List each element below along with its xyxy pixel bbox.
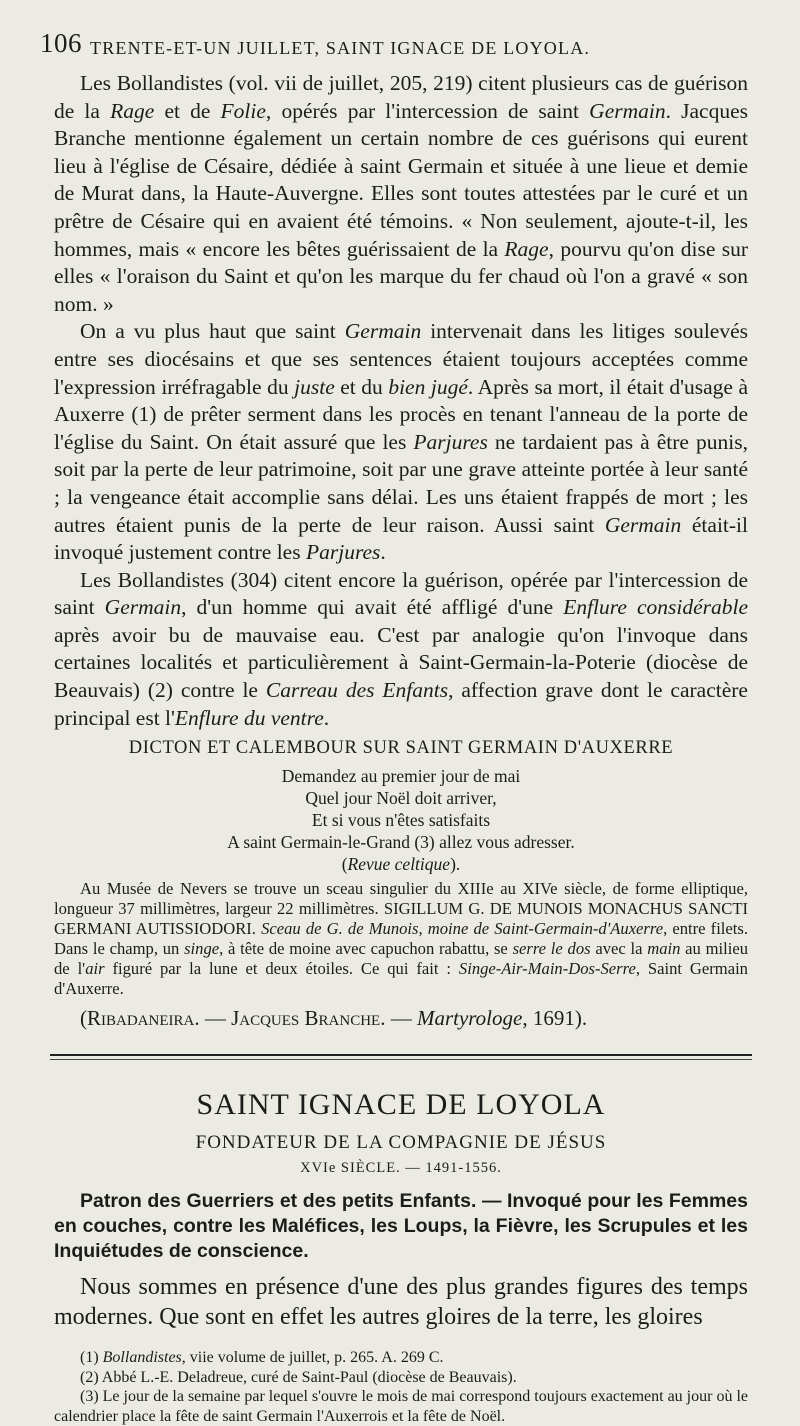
section-divider bbox=[54, 1054, 748, 1060]
footnote-1: (1) Bollandistes, viie volume de juillet, p. 265. A. 269 C. bbox=[80, 1349, 444, 1367]
paragraph-parjures: On a vu plus haut que saint Germain intervenait dans les litiges soulevés entre ses diocésains et que ses sentences étaient toujours acceptées comme l'expression irréfragable du juste et du bien jugé. Après sa mort, il était d'usage à Auxerre (1) de prêter serment dans les procès en tenant l'anneau de la porte de l'église du Saint. On était assuré que les Parjures ne tardaient pas à être punis, soit par la perte de leur patrimoine, soit par une grave atteinte portée à leur santé ; la vengeance était accomplie sans délai. Les uns étaient frappés de mort ; les autres étaient punis de la perte de leur raison. Aussi saint Germain était-il invoqué justement contre les Parjures. bbox=[54, 319, 748, 565]
section-title: SAINT IGNACE DE LOYOLA bbox=[196, 1088, 606, 1122]
running-title: TRENTE-ET-UN JUILLET, SAINT IGNACE DE LOYOLA. bbox=[90, 38, 591, 58]
paragraph-enflure: Les Bollandistes (304) citent encore la guérison, opérée par l'intercession de saint Germain, d'un homme qui avait été affligé d'une Enflure considérable après avoir bu de mauvaise eau. C'est par analogie qu'on l'invoque dans certaines localités et particulièrement à Saint-Germain-la-Poterie (diocèse de Beauvais) (2) contre le Carreau des Enfants, affection grave dont le caractère principal est l'Enflure du ventre. bbox=[54, 567, 749, 730]
dicton-verse bbox=[54, 765, 748, 853]
verse-line: Quel jour Noël doit arriver, bbox=[305, 788, 497, 809]
footnote-2: (2) Abbé L.-E. Deladreue, curé de Saint-Paul (diocèse de Beauvais). bbox=[80, 1368, 517, 1386]
dicton-heading: DICTON ET CALEMBOUR SUR SAINT GERMAIN D'AUXERRE bbox=[128, 738, 674, 759]
running-head bbox=[40, 28, 748, 70]
divider-thick bbox=[50, 1054, 752, 1056]
citation-sources: (Ribadaneira. — Jacques Branche. — Martyrologe, 1691). bbox=[80, 1006, 588, 1031]
patron-statement: Patron des Guerriers et des petits Enfants. — Invoqué pour les Femmes en couches, contre les Maléfices, les Loups, la Fièvre, les Scrupules et les Inquiétudes de conscience. bbox=[54, 1190, 748, 1263]
verse-line: A saint Germain-le-Grand (3) allez vous adresser. bbox=[227, 832, 575, 853]
section-dates: XVIe SIÈCLE. — 1491-1556. bbox=[300, 1160, 502, 1177]
lead-paragraph: Nous sommes en présence d'une des plus grandes figures des temps modernes. Que sont en effet les autres gloires de la terre, les gloires bbox=[54, 1274, 748, 1331]
paragraph-museum-seal: Au Musée de Nevers se trouve un sceau singulier du XIIIe au XIVe siècle, de forme elliptique, longueur 37 millimètres, largeur 22 millimètres. SIGILLUM G. DE MUNOIS MONACHUS SANCTI GERMANI AUTISSIODORI. Sceau de G. de Munois, moine de Saint-Germain-d'Auxerre, entre filets. Dans le champ, un singe, à tête de moine avec capuchon rabattu, se serre le dos avec la main au milieu de l'air figuré par la lune et deux étoiles. Ce qui fait : Singe-Air-Main-Dos-Serre, Saint Germain d'Auxerre. bbox=[54, 879, 749, 999]
verse-line: Et si vous n'êtes satisfaits bbox=[311, 810, 491, 831]
divider-thin bbox=[50, 1059, 752, 1060]
verse-line: Demandez au premier jour de mai bbox=[281, 766, 521, 787]
footnote-3: (3) Le jour de la semaine par lequel s'ouvre le mois de mai correspond toujours exactement au jour où le calendrier place la fête de saint Germain l'Auxerrois et la fête de Noël. bbox=[54, 1388, 748, 1425]
section-subtitle: FONDATEUR DE LA COMPAGNIE DE JÉSUS bbox=[195, 1132, 607, 1154]
verse-source: (Revue celtique). bbox=[341, 854, 461, 875]
page-number: 106 bbox=[40, 28, 82, 58]
footnotes bbox=[54, 1348, 748, 1426]
paragraph-bollandistes-rage: Les Bollandistes (vol. vii de juillet, 205, 219) citent plusieurs cas de guérison de la Rage et de Folie, opérés par l'intercession de saint Germain. Jacques Branche mentionne également un certain nombre de ces guérisons qui eurent lieu à l'église de Césaire, dédiée à saint Germain et située à une lieue et demie de Murat dans, la Haute-Auvergne. Elles sont toutes attestées par le curé et un prêtre de Césaire qui en avaient été témoins. « Non seulement, ajoute-t-il, les hommes, mais « encore les bêtes guérissaient de la Rage, pourvu qu'on dise sur elles « l'oraison du Saint et qu'on les marque du fer chaud où l'on a gravé « son nom. » bbox=[54, 71, 748, 316]
